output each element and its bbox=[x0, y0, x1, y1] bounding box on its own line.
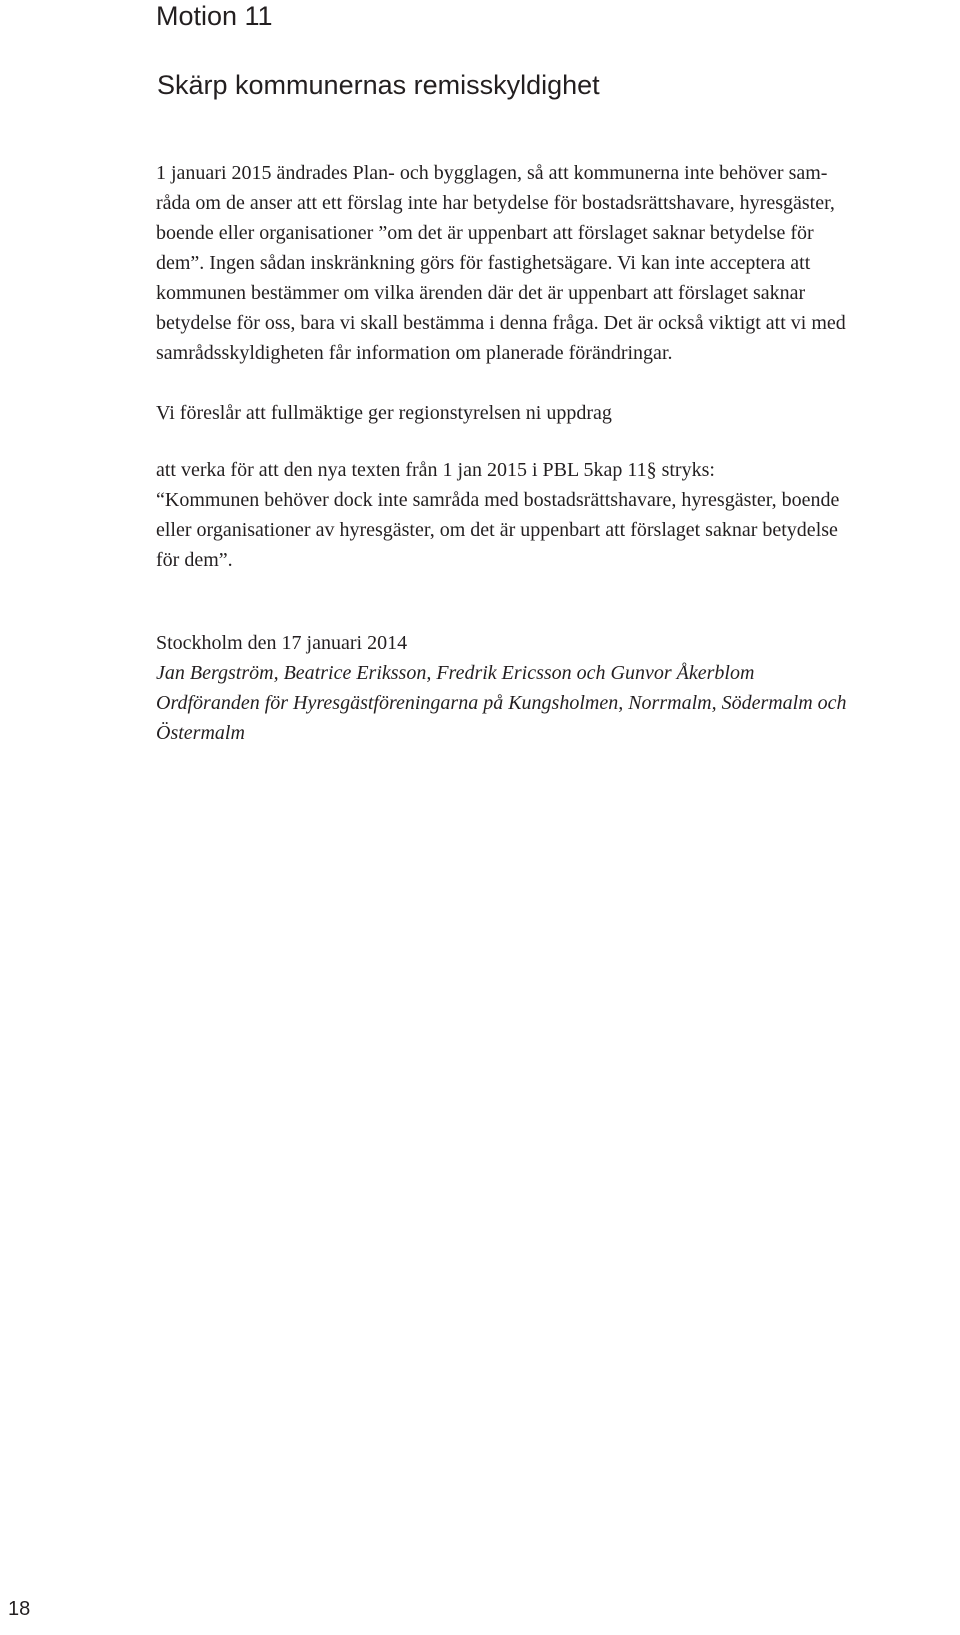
quoted-text-line: för dem”. bbox=[156, 549, 233, 571]
intro-line: 1 januari 2015 ändrades Plan- och bygglagen, så att kommunerna inte behöver sam- bbox=[156, 162, 828, 184]
quoted-text-line: eller organisationer av hyresgäster, om det är uppenbart att förslaget saknar betydelse bbox=[156, 519, 838, 541]
proposal-paragraph bbox=[156, 398, 956, 428]
page-title: Skärp kommunernas remisskyldighet bbox=[157, 70, 600, 100]
signature-block bbox=[156, 628, 956, 748]
place-date: Stockholm den 17 januari 2014 bbox=[156, 632, 408, 654]
signatory-role: Ordföranden för Hyresgästföreningarna på Kungsholmen, Norrmalm, Södermalm och bbox=[156, 692, 847, 714]
intro-line: boende eller organisationer ”om det är uppenbart att förslaget saknar betydelse för bbox=[156, 222, 814, 244]
intro-line: betydelse för oss, bara vi skall bestämma i denna fråga. Det är också viktigt att vi med bbox=[156, 312, 846, 334]
intro-line: dem”. Ingen sådan inskränkning görs för fastighetsägare. Vi kan inte acceptera att bbox=[156, 252, 811, 274]
page-number: 18 bbox=[8, 1598, 31, 1620]
att-paragraph bbox=[156, 455, 956, 575]
proposal-line: Vi föreslår att fullmäktige ger regionstyrelsen ni uppdrag bbox=[156, 402, 612, 424]
intro-line: kommunen bestämmer om vilka ärenden där det är uppenbart att förslaget saknar bbox=[156, 282, 806, 304]
intro-paragraph bbox=[156, 158, 956, 368]
signatory-names: Jan Bergström, Beatrice Eriksson, Fredrik Ericsson och Gunvor Åkerblom bbox=[156, 662, 755, 684]
intro-line: samrådsskyldigheten får information om planerade förändringar. bbox=[156, 342, 673, 364]
intro-line: råda om de anser att ett förslag inte har betydelse för bostadsrättshavare, hyresgäster, bbox=[156, 192, 835, 214]
att-line: att verka för att den nya texten från 1 jan 2015 i PBL 5kap 11§ stryks: bbox=[156, 459, 715, 481]
signatory-role-continued: Östermalm bbox=[156, 722, 245, 744]
motion-label: Motion 11 bbox=[156, 1, 273, 31]
quoted-text-line: “Kommunen behöver dock inte samråda med bostadsrättshavare, hyresgäster, boende bbox=[156, 489, 840, 511]
